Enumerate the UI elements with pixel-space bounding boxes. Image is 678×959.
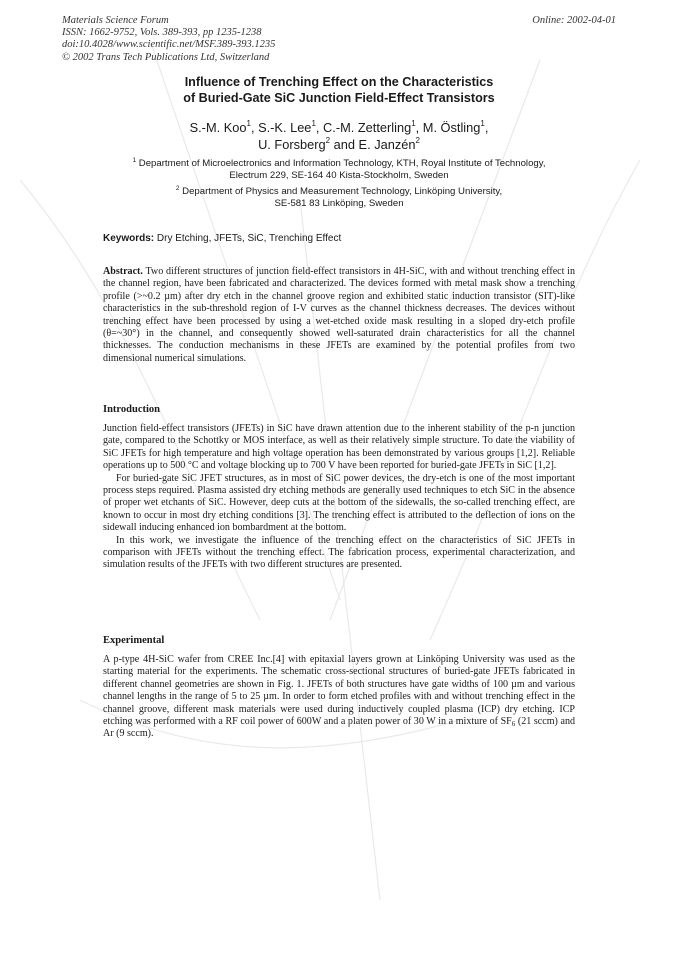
title-line-1: Influence of Trenching Effect on the Characteristics — [184, 75, 494, 89]
affiliation-line: Electrum 229, SE-164 40 Kista-Stockholm, Sweden — [229, 170, 449, 181]
author-name: M. Östling — [422, 120, 481, 135]
author-name: S.-M. Koo — [189, 120, 247, 135]
author-affiliation-mark: 1 — [311, 119, 316, 128]
author-affiliation-mark: 2 — [325, 136, 331, 145]
title-line-2: of Buried-Gate SiC Junction Field-Effect Transistors — [183, 91, 495, 105]
experimental-text-end: (21 sccm) and Ar (9 sccm). — [103, 716, 575, 740]
abstract — [103, 266, 575, 365]
abstract-text: Two different structures of junction field-effect transistors in 4H-SiC, with and without trenching effect in the channel region, have been fabricated and characterized. The devices formed with metal mask show a trenching profile (>~0.2 µm) after dry etch in the channel groove region and exhibited static induction transistor (SIT)-like characteristics in the sub-threshold region of I-V curves as the channel thickness decreases. The devices without trenching effect have been processed by using a wet-etched oxide mask resulting in a sloped dry-etch profile (θ=~30°) in the channel, and consequently showed well-saturated drain characteristics for all the channel thicknesses. The conduction mechanisms in these JFETs are examined by the potential profiles from two dimensional numerical simulations. — [103, 266, 575, 364]
journal-header — [62, 15, 422, 64]
paper-title — [100, 74, 578, 106]
introduction-body — [103, 423, 575, 572]
author-affiliation-mark: 1 — [246, 119, 251, 128]
keywords-label: Keywords: — [103, 233, 155, 244]
author-affiliation-mark: 2 — [415, 136, 420, 145]
copyright-line: © 2002 Trans Tech Publications Ltd, Switzerland — [62, 51, 270, 63]
intro-paragraph-1: Junction field-effect transistors (JFETs) in SiC have drawn attention due to the inherent stability of the p-n junction gate, compared to the Schottky or MOS interface, as well as their relatively simple structure. To date the viability of SiC JFETs for high temperature and high voltage operation has been demonstrated by various groups [1,2]. Reliable operations up to 500 °C and voltage blocking up to 700 V have been reported for buried-gate JFETs in SiC [1,2]. — [103, 423, 575, 472]
journal-name: Materials Science Forum — [62, 15, 169, 26]
introduction-heading: Introduction — [103, 404, 160, 415]
keywords-text: Dry Etching, JFETs, SiC, Trenching Effect — [156, 233, 342, 244]
authors-line-2: U. Forsberg$^2$ and E. Janzén$^2$ — [258, 136, 420, 152]
experimental-text: A p-type 4H-SiC wafer from CREE Inc.[4] with epitaxial layers grown at Linköping University was used as the starting material for the experiments. The schematic cross-sectional structures of buried-gate JFETs fabricated in different channel geometries are shown in Fig. 1. JFETs of both structures have gate widths of 100 µm and various channel lengths in the range of 5 to 25 µm. In order to form etched profiles with and without trenching effect in the channel groove, different mask materials were used during inductively coupled plasma (ICP) dry etching. ICP etching was performed with a RF coil power of 600W and a platen power of 30 W in a mixture of SF — [103, 654, 575, 728]
authors-line-1: S.-M. Koo$^1$, S.-K. Lee$^1$, C.-M. Zetterling$^1$, M. Östling$^1$, — [189, 119, 489, 135]
abstract-label: Abstract. — [103, 266, 143, 277]
affiliation-2 — [100, 186, 578, 210]
doi-link[interactable]: doi:10.4028/www.scientific.net/MSF.389-393.1235 — [62, 39, 276, 51]
affiliation-number: 1 — [132, 157, 137, 164]
issn-line: ISSN: 1662-9752, Vols. 389-393, pp 1235-1238 — [62, 27, 262, 39]
experimental-body — [103, 654, 575, 741]
author-name: S.-K. Lee — [258, 120, 312, 135]
keywords-line — [103, 233, 341, 244]
online-date: Online: 2002-04-01 — [532, 15, 616, 26]
author-name: C.-M. Zetterling — [323, 120, 412, 135]
affiliation-line: SE-581 83 Linköping, Sweden — [274, 198, 404, 209]
author-list — [100, 119, 578, 153]
affiliation-line: Department of Microelectronics and Information Technology, KTH, Royal Institute of Technology, — [138, 158, 546, 169]
affiliation-1 — [100, 158, 578, 182]
intro-paragraph-2: For buried-gate SiC JFET structures, as in most of SiC power devices, the dry-etch is one of the most important process steps required. Plasma assisted dry etching methods are generally used techniques to etch SiC in the absence of proper wet etchants of SiC. However, deep cuts at the bottom of the sidewalls, the so-called trenching effect, are known to occur in most dry etching conditions [3]. The trenching effect is attributed to the deflection of ions on the sidewall inducing enhanced ion bombardment at the bottom. — [103, 472, 575, 534]
affiliation-line: Department of Physics and Measurement Technology, Linköping University, — [182, 186, 503, 197]
sf6-subscript: 6 — [511, 720, 516, 729]
author-affiliation-mark: 1 — [411, 119, 416, 128]
affiliation-number: 2 — [175, 185, 180, 192]
intro-paragraph-3: In this work, we investigate the influence of the trenching effect on the characteristics of SiC JFETs in comparison with JFETs without the trenching effect. The fabrication process, experimental characterization, and simulation results of the JFETs with two different structures are presented. — [103, 534, 575, 571]
experimental-heading: Experimental — [103, 635, 165, 646]
author-name: E. Janzén — [358, 137, 416, 152]
author-name: U. Forsberg — [258, 137, 326, 152]
author-affiliation-mark: 1 — [480, 119, 485, 128]
